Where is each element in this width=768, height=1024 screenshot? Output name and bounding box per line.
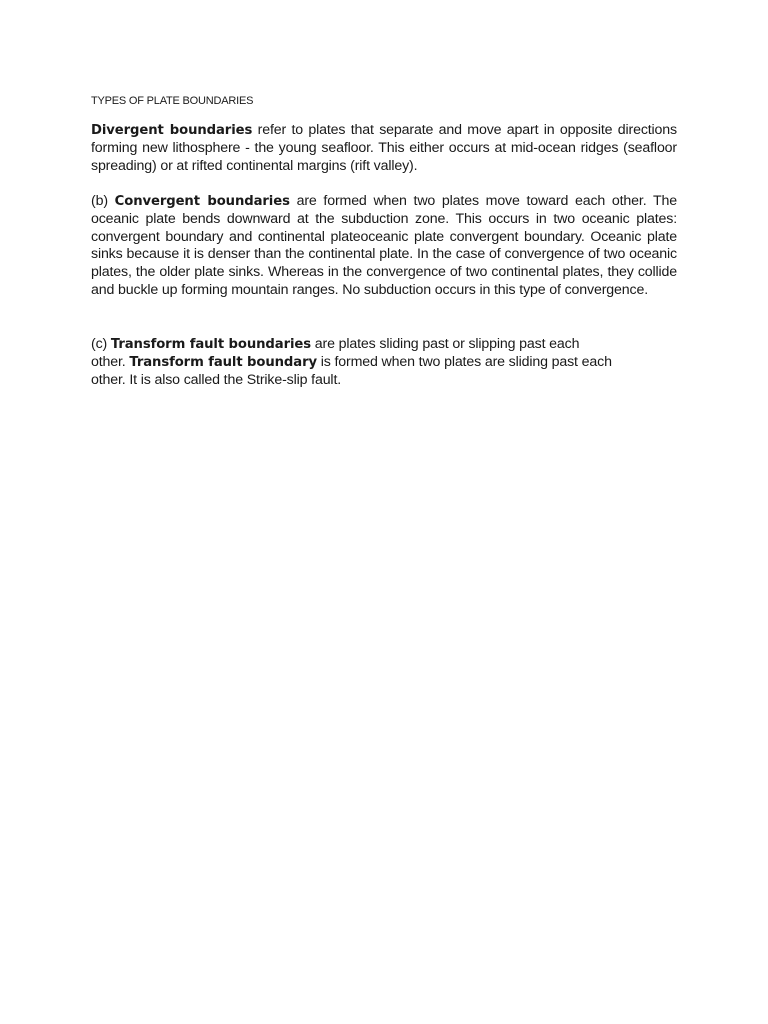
convergent-paragraph (91, 193, 677, 300)
transform-paragraph (91, 336, 677, 389)
document-heading: TYPES OF PLATE BOUNDARIES (91, 95, 254, 107)
divergent-paragraph (91, 122, 677, 175)
transform-line-3: other. It is also called the Strike-slip fault. (91, 371, 342, 388)
convergent-term: Convergent boundaries (114, 194, 290, 209)
convergent-text: are formed when two plates move toward each other. The oceanic plate bends downward at the subduction zone. This occurs in two oceanic plates: convergent boundary and continental plateoceanic plate convergent boundary. Oceanic plate sinks because it is denser than the continental plate. In the case of convergence of two oceanic plates, the older plate sinks. Whereas in the convergence of two continental plates, they collide and buckle up forming mountain ranges. No subduction occurs in this type of convergence. (91, 193, 678, 298)
convergent-prefix: (b) (91, 193, 115, 209)
transform-line-1 (91, 336, 677, 354)
transform-line1-text: are plates sliding past or slipping past each (310, 336, 580, 352)
divergent-text: refer to plates that separate and move apart in opposite directions forming new lithosphere - the young seafloor. This either occurs at mid-ocean ridges (seafloor spreading) or at rifted continental margins (rift valley). (91, 122, 677, 174)
divergent-term: Divergent boundaries (91, 123, 253, 138)
transform-term: Transform fault boundaries (110, 337, 311, 352)
transform-prefix: (c) (91, 336, 111, 352)
transform-line2-text: is formed when two plates are sliding past each (316, 353, 612, 370)
transform-line-2 (91, 354, 677, 372)
transform-line2-start: other. (91, 353, 130, 370)
transform-term-2: Transform fault boundary (129, 354, 317, 370)
